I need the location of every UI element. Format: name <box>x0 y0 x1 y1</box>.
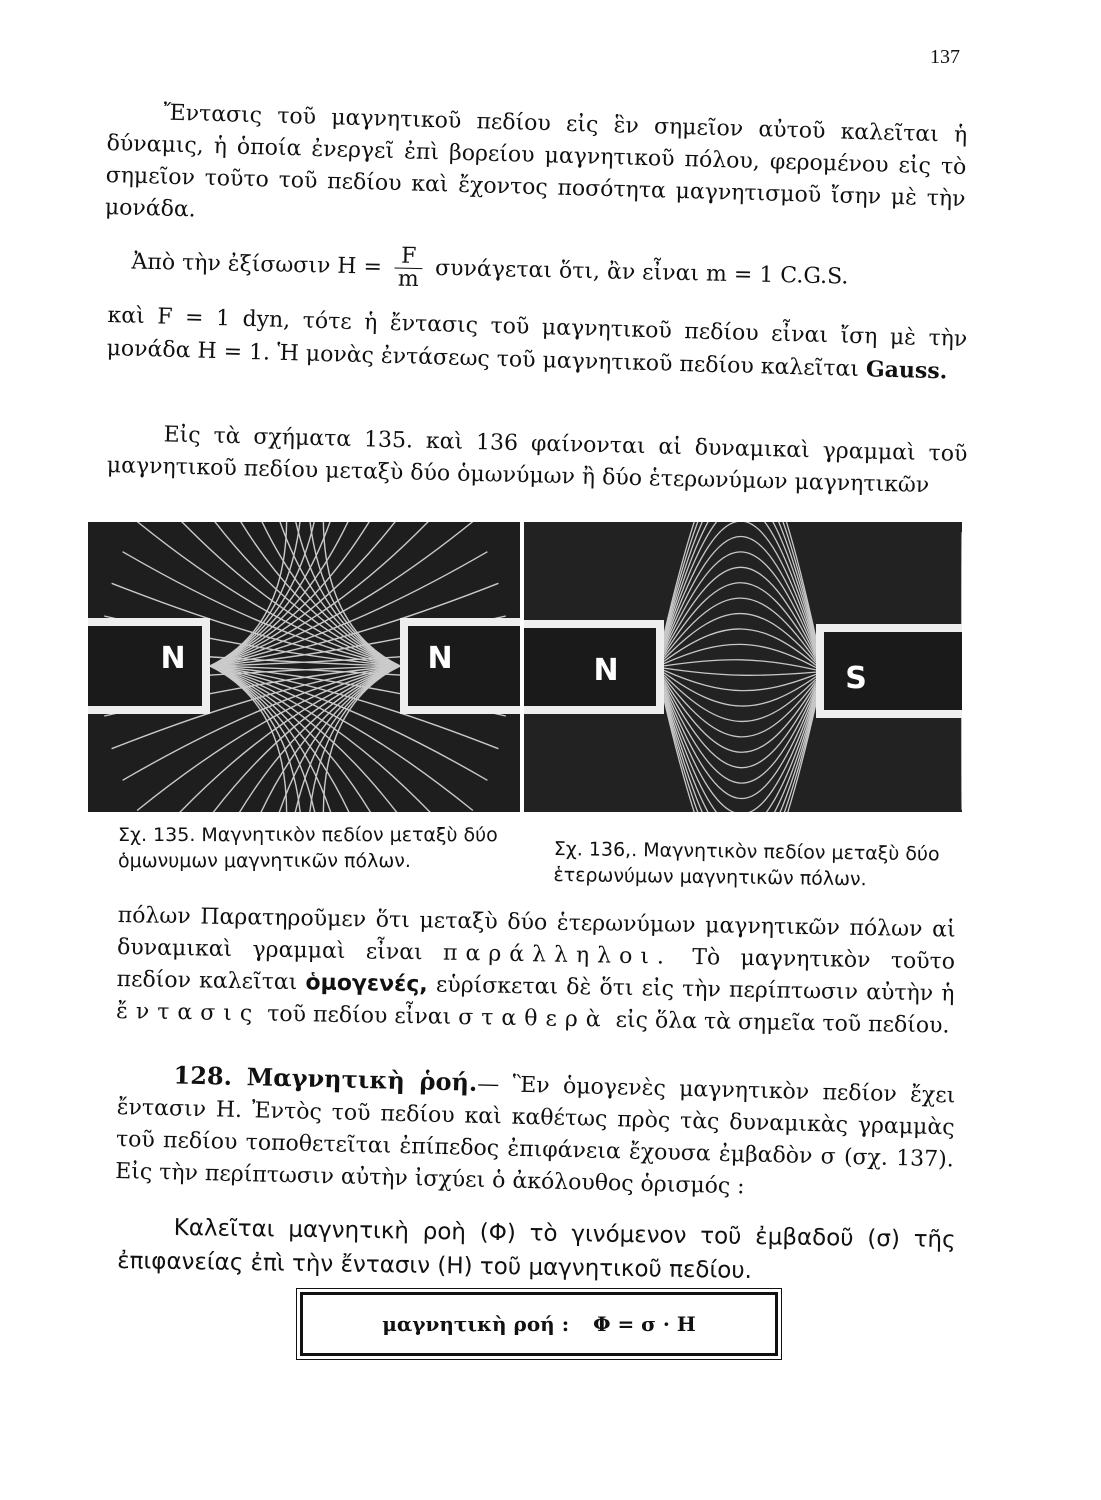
page-number: 137 <box>930 46 960 68</box>
field-lines-unlike-poles <box>524 522 962 812</box>
field-lines-like-poles <box>88 522 520 812</box>
equation-line <box>131 240 982 303</box>
indent <box>107 440 163 441</box>
text-run: Τὸ μαγνητικὸν τοῦτο πεδίον καλεῖται <box>116 945 956 996</box>
fraction <box>394 243 422 293</box>
section-heading: 128. Μαγνητικὴ ῥοή. <box>173 1060 478 1097</box>
text-run: εὑρίσκεται δὲ ὅτι εἰς τὴν περίπτωσιν αὐτὴν ἡ <box>435 972 955 1007</box>
paragraph-text: Ἔντασις τοῦ μαγνητικοῦ πεδίου εἰς ἓν σημεῖον αὐτοῦ καλεῖται ἡ δύναμις, ἡ ὁποία ἐνεργεῖ ἐπὶ βορείου μαγνητικοῦ πόλου, φερομένου εἰς τὸ σημεῖον τοῦτο τοῦ πεδίου καὶ ἔχοντος ποσότητα μαγνητισμοῦ ἴσην μὲ τὴν μονάδα. <box>104 100 968 223</box>
figure-136-image <box>524 522 962 812</box>
paragraph-figures-intro <box>106 418 967 503</box>
section-text: — Ἓν ὁμογενὲς μαγνητικὸν πεδίον ἔχει ἔντασιν Η. Ἐντὸς τοῦ πεδίου καὶ καθέτως πρὸς τὰς δυναμικὰς γραμμὰς τοῦ πεδίου τοποθετεῖται ἐπίπεδος ἐπιφάνεια ἔχουσα ἐμβαδὸν σ (σχ. 137). Εἰς τὴν περίπτωσιν αὐτὴν ἰσχύει ὁ ἀκόλουθος ὁρισμός : <box>114 1071 956 1200</box>
paragraph-field-intensity <box>104 96 967 248</box>
indent <box>107 118 163 120</box>
text-run: πόλων Παρατηροῦμεν ὅτι μεταξὺ δύο ἑτερωνύμων μαγνητικῶν πόλων αἱ δυναμικαὶ γραμμαὶ εἶναι <box>116 902 956 966</box>
paragraph-homogeneous-field <box>116 900 956 1043</box>
pole-label-n: N <box>593 653 619 688</box>
gauss-unit: Gauss. <box>865 356 948 385</box>
section-128 <box>115 1058 956 1208</box>
paragraph-text: Εἰς τὰ σχήματα 135. καὶ 136 φαίνονται αἱ δυναμικαὶ γραμμαὶ τοῦ μαγνητικοῦ πεδίου μεταξὺ δύο ὁμωνύμων ἢ δύο ἑτερωνύμων μαγνητικῶν <box>106 422 968 499</box>
spaced-intensity: ἔντασις <box>115 998 261 1027</box>
indent <box>118 1234 174 1235</box>
paragraph-gauss <box>106 300 967 389</box>
formula-label: μαγνητικὴ ροή : <box>382 1312 570 1336</box>
caption-figure-136: Σχ. 136,. Μαγνητικὸν πεδίον μεταξὺ δύο ἑτερωνύμων μαγνητικῶν πόλων. <box>553 837 940 891</box>
formula-expression: Φ = σ · Η <box>593 1312 696 1336</box>
caption-figure-135: Σχ. 135. Μαγνητικὸν πεδίον μεταξὺ δύο ὁμωνυμων μαγνητικῶν πόλων. <box>118 824 498 872</box>
equation-tail: συνάγεται ὅτι, ἂν εἶναι m = 1 C.G.S. <box>434 255 849 290</box>
text-run: τοῦ πεδίου εἶναι <box>266 1001 452 1030</box>
bold-homogeneous: ὁμογενές, <box>305 970 428 998</box>
text-run: εἰς ὅλα τὰ σημεῖα τοῦ πεδίου. <box>615 1007 950 1039</box>
pole-label-s: S <box>845 661 867 696</box>
spaced-parallel: παράλληλοι. <box>442 940 673 970</box>
pole-label-n-left: N <box>160 641 186 676</box>
pole-label-n-right: N <box>427 641 453 676</box>
paragraph-text: καὶ F = 1 dyn, τότε ἡ ἔντασις τοῦ μαγνητικοῦ πεδίου εἶναι ἴση μὲ τὴν μονάδα Η = 1. Ἡ μονὰς ἐντάσεως τοῦ μαγνητικοῦ πεδίου καλεῖται <box>106 302 968 382</box>
indent <box>117 1082 173 1083</box>
figure-photographs <box>88 522 963 812</box>
equation-lead: Ἀπὸ τὴν ἐξίσωσιν Η = <box>131 249 383 280</box>
fraction-denominator: m <box>397 266 419 293</box>
figure-135-image <box>88 522 520 812</box>
definition-text: Καλεῖται μαγνητικὴ ροὴ (Φ) τὸ γινόμενον τοῦ ἐμβαδοῦ (σ) τῆς ἐπιφανείας ἐπὶ τὴν ἔντασιν (Η) τοῦ μαγνητικοῦ πεδίου. <box>116 1214 956 1284</box>
spaced-constant: σταθερὰ <box>457 1004 609 1033</box>
definition-flux <box>117 1210 956 1291</box>
formula-box <box>300 1292 778 1356</box>
fraction-numerator: F <box>395 246 423 270</box>
